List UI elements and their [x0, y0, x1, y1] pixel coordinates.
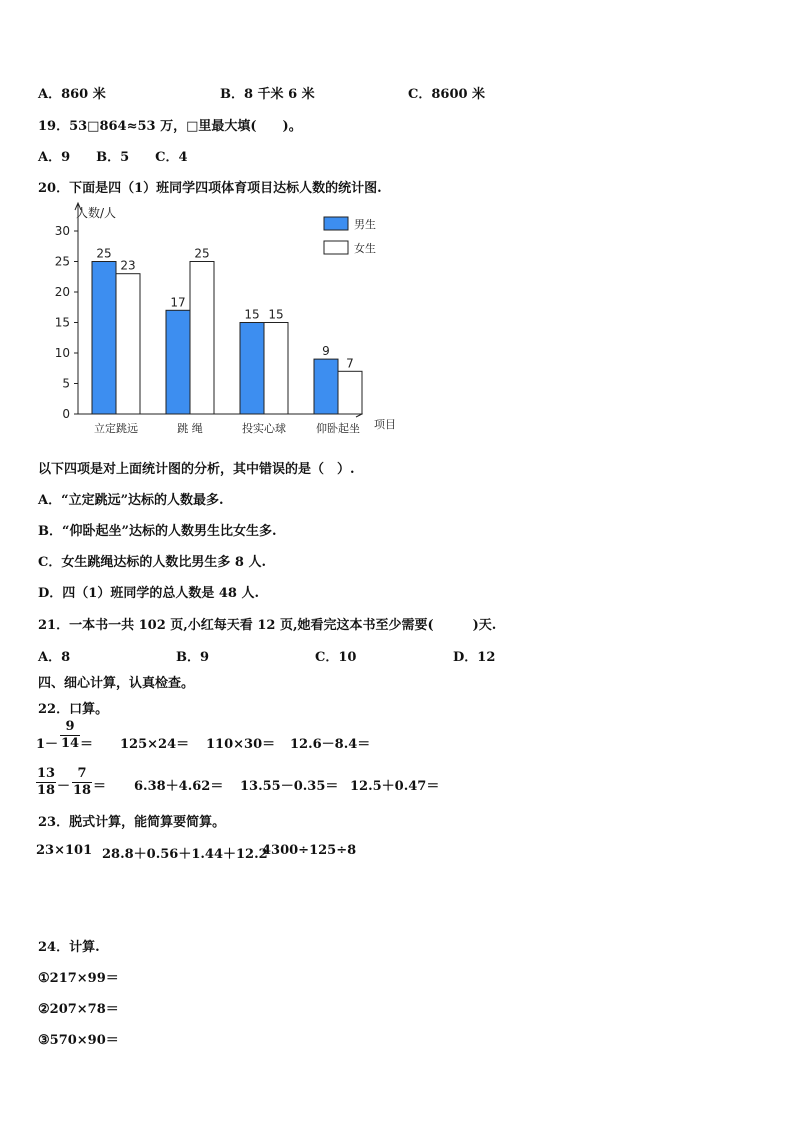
q24-item: ②207×78＝ [38, 1002, 119, 1017]
bar [314, 359, 338, 414]
q21-option-d: D．12 [453, 650, 496, 665]
y-tick-label: 25 [54, 254, 70, 269]
bar-value-label: 25 [194, 246, 210, 261]
q22-fraction-2 [36, 766, 56, 799]
q24-item: ①217×99＝ [38, 971, 119, 986]
x-tick-label: 跳 绳 [177, 422, 203, 435]
x-axis-label: 项目 [374, 418, 396, 431]
y-tick-label: 15 [54, 315, 70, 330]
q24-title: 24．计算. [38, 940, 100, 955]
q20-option-b: B．“仰卧起坐”达标的人数男生比女生多. [38, 524, 277, 539]
fraction-denominator: 18 [36, 783, 56, 798]
q22-item: 12.6－8.4＝ [290, 737, 371, 752]
bar [92, 262, 116, 415]
q18-option-b: B．8 千米 6 米 [220, 87, 315, 102]
chart-legend [324, 217, 376, 255]
legend-label: 男生 [354, 218, 376, 231]
q24-item: ③570×90＝ [38, 1033, 119, 1048]
bar [264, 323, 288, 415]
bar [116, 274, 140, 414]
q22-fraction-3 [72, 766, 92, 799]
y-tick-label: 10 [54, 346, 70, 360]
q22-minus: － [57, 779, 71, 794]
q22-item: 6.38＋4.62＝ [134, 779, 224, 794]
chart-bars [92, 262, 362, 415]
q22-item: 13.55－0.35＝ [240, 779, 339, 794]
q20-option-a: A．“立定跳远”达标的人数最多. [38, 493, 224, 508]
q21-option-c: C．10 [315, 650, 357, 665]
bar-value-label: 15 [268, 307, 284, 322]
bar [190, 262, 214, 415]
q23-item: 23×101 [36, 843, 93, 858]
fraction-denominator: 18 [72, 783, 92, 798]
bar [166, 310, 190, 414]
x-tick-label: 仰卧起坐 [316, 422, 360, 435]
x-tick-label: 投实心球 [242, 422, 286, 435]
q19-stem: 19．53□864≈53 万，□里最大填( )。 [38, 119, 302, 134]
bar [240, 323, 264, 415]
legend-label: 女生 [354, 242, 376, 255]
q22-row1-equals: ＝ [80, 737, 94, 752]
y-tick-label: 5 [62, 376, 70, 391]
q19-options: A．9 B．5 C．4 [38, 150, 188, 165]
q22-title: 22．口算。 [38, 702, 109, 717]
q21-option-a: A．8 [38, 650, 71, 665]
fraction-numerator: 9 [60, 719, 80, 736]
x-tick-label: 立定跳远 [94, 422, 138, 435]
legend-swatch [324, 217, 348, 230]
bar-value-label: 23 [120, 258, 136, 273]
bar-value-label: 17 [170, 295, 186, 310]
bar-value-label: 9 [322, 344, 330, 359]
q20-option-d: D．四（1）班同学的总人数是 48 人. [38, 586, 259, 601]
legend-swatch [324, 241, 348, 254]
q20-stem: 20．下面是四（1）班同学四项体育项目达标人数的统计图. [38, 181, 382, 196]
q23-item: 28.8＋0.56＋1.44＋12.2 [102, 847, 268, 862]
q20-question: 以下四项是对上面统计图的分析，其中错误的是（ ）. [38, 462, 355, 477]
section-4-title: 四、细心计算，认真检查。 [38, 676, 195, 691]
q22-row2-equals: ＝ [93, 779, 107, 794]
q23-title: 23．脱式计算，能简算要简算。 [38, 815, 226, 830]
bar-value-label: 25 [96, 246, 112, 261]
q20-option-c: C．女生跳绳达标的人数比男生多 8 人. [38, 555, 266, 570]
q18-option-c: C．8600 米 [408, 87, 486, 102]
fraction-numerator: 13 [36, 766, 56, 781]
q23-item: 4300÷125÷8 [262, 843, 357, 858]
y-axis-label: 人数/人 [76, 206, 117, 220]
y-tick-label: 0 [62, 407, 70, 421]
q22-item: 125×24＝ [120, 737, 190, 752]
q18-option-a: A．860 米 [38, 87, 106, 102]
q22-item: 12.5＋0.47＝ [350, 779, 440, 794]
q21-stem: 21．一本书一共 102 页,小红每天看 12 页,她看完这本书至少需要( )天. [38, 618, 497, 633]
y-tick-label: 30 [54, 224, 70, 238]
y-tick-label: 20 [54, 285, 70, 299]
bar-chart [40, 200, 420, 440]
bar-value-label: 7 [346, 356, 354, 371]
q22-fraction-1 [60, 719, 80, 752]
bar [338, 371, 362, 414]
q22-item: 110×30＝ [206, 737, 276, 752]
q21-option-b: B．9 [176, 650, 210, 665]
fraction-numerator: 7 [72, 766, 92, 783]
fraction-denominator: 14 [60, 736, 80, 751]
bar-value-label: 15 [244, 307, 260, 322]
q22-row1-prefix: 1－ [36, 737, 59, 752]
